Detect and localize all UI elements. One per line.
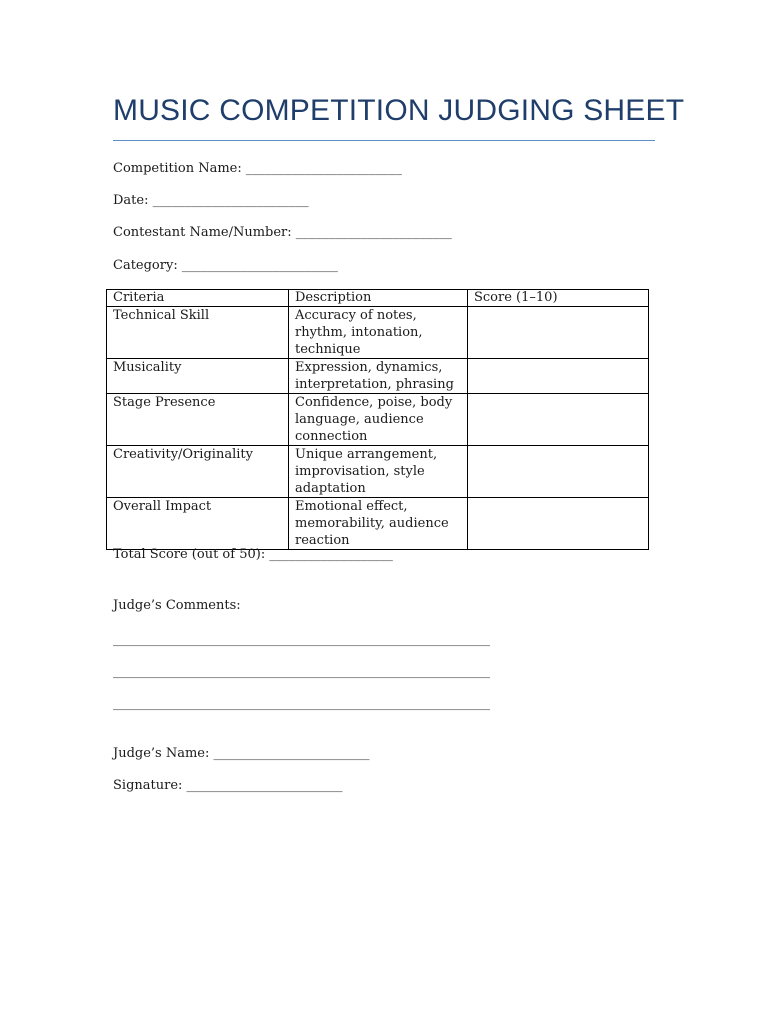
criteria-cell: Overall Impact xyxy=(107,498,289,550)
category-field: Category: ________________________ xyxy=(113,258,338,273)
description-cell: Expression, dynamics, interpretation, phrasing xyxy=(289,359,468,394)
score-cell xyxy=(468,446,649,498)
total-score-field: Total Score (out of 50): ___________________ xyxy=(113,547,393,562)
comment-line: __________________________________________________________ xyxy=(113,632,490,647)
criteria-cell: Musicality xyxy=(107,359,289,394)
description-cell: Accuracy of notes, rhythm, intonation, technique xyxy=(289,307,468,359)
page-title: MUSIC COMPETITION JUDGING SHEET xyxy=(113,94,685,127)
comment-line: __________________________________________________________ xyxy=(113,664,490,679)
score-cell xyxy=(468,307,649,359)
description-cell: Unique arrangement, improvisation, style adaptation xyxy=(289,446,468,498)
header-score: Score (1–10) xyxy=(468,290,649,307)
table-row xyxy=(107,307,649,359)
score-cell xyxy=(468,394,649,446)
header-description: Description xyxy=(289,290,468,307)
judging-criteria-table xyxy=(106,289,649,550)
description-cell: Confidence, poise, body language, audience connection xyxy=(289,394,468,446)
table-row xyxy=(107,498,649,550)
contestant-field: Contestant Name/Number: ________________________ xyxy=(113,225,452,240)
table-row xyxy=(107,359,649,394)
criteria-cell: Technical Skill xyxy=(107,307,289,359)
judge-name-field: Judge’s Name: ________________________ xyxy=(113,746,370,761)
comments-label: Judge’s Comments: xyxy=(113,598,241,613)
description-cell: Emotional effect, memorability, audience reaction xyxy=(289,498,468,550)
competition-name-field: Competition Name: ________________________ xyxy=(113,161,402,176)
score-cell xyxy=(468,498,649,550)
signature-field: Signature: ________________________ xyxy=(113,778,343,793)
score-cell xyxy=(468,359,649,394)
criteria-cell: Creativity/Originality xyxy=(107,446,289,498)
header-criteria: Criteria xyxy=(107,290,289,307)
table-row xyxy=(107,446,649,498)
table-row xyxy=(107,394,649,446)
table-header-row xyxy=(107,290,649,307)
date-field: Date: ________________________ xyxy=(113,193,309,208)
comment-line: __________________________________________________________ xyxy=(113,696,490,711)
title-divider xyxy=(113,140,655,141)
criteria-cell: Stage Presence xyxy=(107,394,289,446)
